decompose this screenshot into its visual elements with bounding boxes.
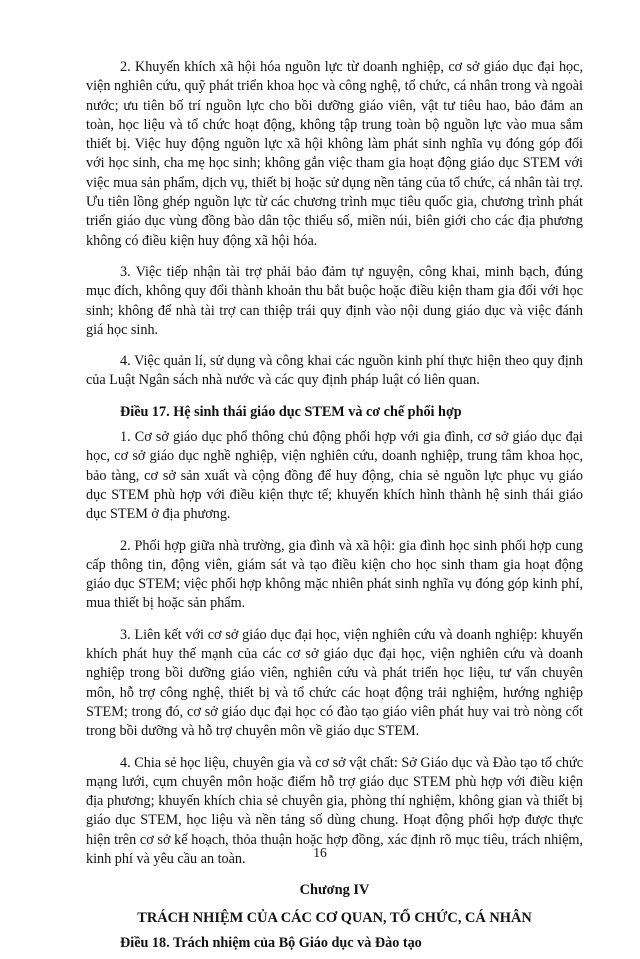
paragraph-clause-3: 3. Việc tiếp nhận tài trợ phải bảo đảm tự nguyện, công khai, minh bạch, đúng mục đích, không quy đổi thành khoản thu bắt buộc hoặc điều kiện tham gia đối với học sinh; không để nhà tài trợ can thiệp trái quy định vào nội dung giáo dục và việc đánh giá học sinh. — [86, 263, 583, 338]
paragraph-article17-clause-4: 4. Chia sẻ học liệu, chuyên gia và cơ sở vật chất: Sở Giáo dục và Đào tạo tổ chức mạng lưới, cụm chuyên môn hoặc điểm hỗ trợ giáo dục STEM phù hợp với điều kiện địa phương; khuyến khích chia sẻ chuyên gia, phòng thí nghiệm, không gian và thiết bị giáo dục STEM, học liệu và nền tảng số dùng chung. Hoạt động phối hợp được thực hiện trên cơ sở kế hoạch, thỏa thuận hoặc hợp đồng, xác định rõ mục tiêu, trách nhiệm, kinh phí và yêu cầu an toàn. — [86, 754, 583, 867]
paragraph-article17-clause-3: 3. Liên kết với cơ sở giáo dục đại học, viện nghiên cứu và doanh nghiệp: khuyến khích phát huy thế mạnh của các cơ sở giáo dục đại học, viện nghiên cứu và doanh nghiệp trong bồi dưỡng giáo viên, nghiên cứu và phát triển học liệu, tư vấn chuyên môn, hỗ trợ công nghệ, thiết bị và tổ chức các hoạt động trải nghiệm, hướng nghiệp STEM; trong đó, cơ sở giáo dục đại học có đào tạo giáo viên phát huy vai trò nòng cốt trong bồi dưỡng và hỗ trợ chuyên môn về giáo dục STEM. — [86, 626, 583, 740]
chapter-heading: Chương IV — [299, 882, 370, 899]
paragraph-clause-2: 2. Khuyến khích xã hội hóa nguồn lực từ doanh nghiệp, cơ sở giáo dục đại học, viện nghiên cứu, quỹ phát triển khoa học và công nghệ, tổ chức, cá nhân trong và ngoài nước; ưu tiên bố trí nguồn lực cho bồi dưỡng giáo viên, vật tư tiêu hao, bảo đảm an toàn, học liệu và tổ chức hoạt động, không tập trung toàn bộ nguồn lực vào mua sắm thiết bị. Việc huy động nguồn lực xã hội không làm phát sinh nghĩa vụ đóng góp đối với học sinh, cha mẹ học sinh; không gắn việc tham gia hoạt động giáo dục STEM với việc mua sản phẩm, dịch vụ, thiết bị hoặc sử dụng nền tảng của tổ chức, cá nhân tài trợ. Ưu tiên lồng ghép nguồn lực từ các chương trình mục tiêu quốc gia, chương trình phát triển giáo dục vùng đồng bào dân tộc thiểu số, miền núi, biên giới cho các địa phương không có điều kiện huy động xã hội hóa. — [86, 59, 583, 249]
chapter-title: TRÁCH NHIỆM CỦA CÁC CƠ QUAN, TỔ CHỨC, CÁ NHÂN — [137, 909, 532, 926]
document-body — [86, 58, 583, 959]
article-18-heading: Điều 18. Trách nhiệm của Bộ Giáo dục và Đào tạo — [120, 934, 422, 951]
page-number: 16 — [313, 845, 327, 860]
paragraph-article17-clause-1: 1. Cơ sở giáo dục phổ thông chủ động phối hợp với gia đình, cơ sở giáo dục đại học, cơ sở giáo dục nghề nghiệp, viện nghiên cứu, doanh nghiệp, trung tâm khoa học, bảo tàng, cơ sở sản xuất và cộng đồng để huy động, chia sẻ nguồn lực phục vụ giáo dục STEM phù hợp với điều kiện thực tế; khuyến khích hình thành hệ sinh thái giáo dục STEM ở địa phương. — [86, 429, 583, 523]
paragraph-article17-clause-2: 2. Phối hợp giữa nhà trường, gia đình và xã hội: gia đình học sinh phối hợp cung cấp thông tin, động viên, giám sát và tạo điều kiện cho học sinh tham gia hoạt động giáo dục STEM; việc phối hợp không mặc nhiên phát sinh nghĩa vụ đóng góp kinh phí, mua thiết bị hoặc sản phẩm. — [86, 537, 583, 612]
paragraph-clause-4: 4. Việc quản lí, sử dụng và công khai các nguồn kinh phí thực hiện theo quy định của Luật Ngân sách nhà nước và các quy định pháp luật có liên quan. — [86, 353, 583, 389]
article-17-heading: Điều 17. Hệ sinh thái giáo dục STEM và cơ chế phối hợp — [120, 403, 462, 420]
